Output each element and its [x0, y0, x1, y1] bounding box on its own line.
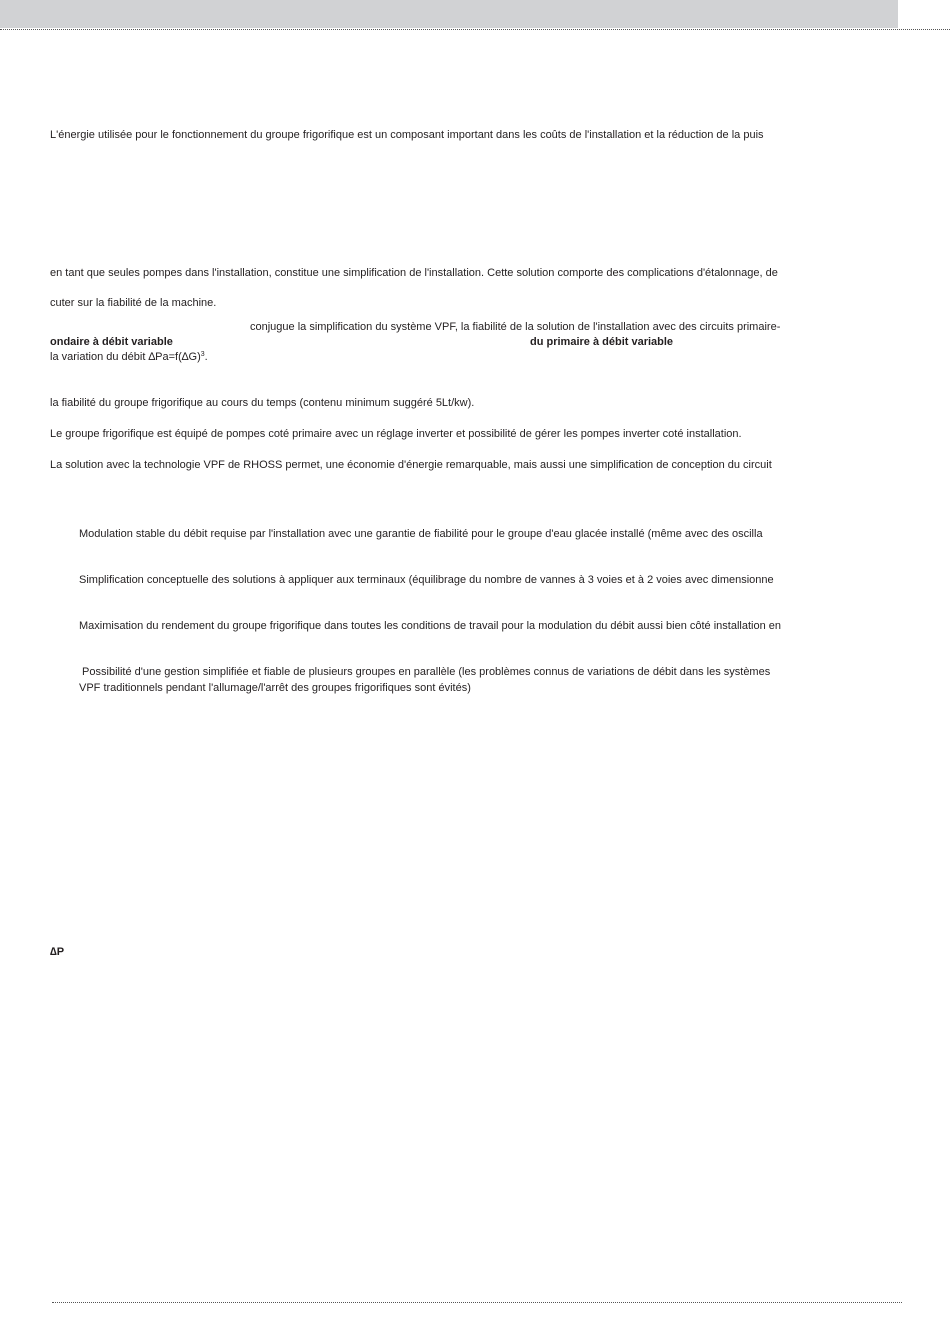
paragraph-reliability: cuter sur la fiabilité de la machine.	[50, 297, 217, 309]
flow-variation-text: la variation du débit ∆Pa=f(∆G)	[50, 351, 201, 363]
bold-variable-flow-primary: du primaire à débit variable	[530, 336, 674, 348]
paragraph-vpf-combine: conjugue la simplification du système VPF, la fiabilité de la solution de l'installation avec des circuits primaire-	[250, 321, 781, 333]
list-item: Simplification conceptuelle des solutions à appliquer aux terminaux (équilibrage du nombre de vannes à 3 voies et à 2 voies avec dimensionne	[79, 574, 774, 586]
paragraph-pumps: en tant que seules pompes dans l'installation, constitue une simplification de l'installation. Cette solution comporte des complications d'étalonnage, de	[50, 267, 778, 279]
delta-p-label: ∆P	[50, 946, 65, 958]
paragraph-fiability-time: la fiabilité du groupe frigorifique au cours du temps (contenu minimum suggéré 5Lt/kw).	[50, 397, 475, 409]
top-dotted-rule	[0, 29, 950, 30]
bottom-dotted-rule	[52, 1302, 902, 1303]
flow-variation-end: .	[204, 351, 208, 363]
header-bar	[0, 0, 898, 28]
list-item: Maximisation du rendement du groupe frigorifique dans toutes les conditions de travail pour la modulation du débit aussi bien côté installation en	[79, 620, 781, 632]
paragraph-flow-variation	[50, 350, 208, 364]
paragraph-energy: L'énergie utilisée pour le fonctionnement du groupe frigorifique est un composant important dans les coûts de l'installation et la réduction de la puis	[50, 129, 764, 141]
paragraph-rhoss-vpf: La solution avec la technologie VPF de RHOSS permet, une économie d'énergie remarquable, mais aussi une simplification de conception du circuit	[50, 459, 772, 471]
list-item: Modulation stable du débit requise par l'installation avec une garantie de fiabilité pour le groupe d'eau glacée installé (même avec des oscilla	[79, 528, 763, 540]
paragraph-primary-pumps: Le groupe frigorifique est équipé de pompes coté primaire avec un réglage inverter et possibilité de gérer les pompes inverter coté installation.	[50, 428, 742, 440]
list-item-continuation: VPF traditionnels pendant l'allumage/l'arrêt des groupes frigorifiques sont évités)	[79, 682, 471, 694]
list-item: Possibilité d'une gestion simplifiée et fiable de plusieurs groupes en parallèle (les problèmes connus de variations de débit dans les systèmes	[79, 666, 771, 678]
flow-variation-exponent: 3	[200, 351, 205, 358]
bold-variable-flow-secondary: ondaire à débit variable	[50, 336, 173, 348]
